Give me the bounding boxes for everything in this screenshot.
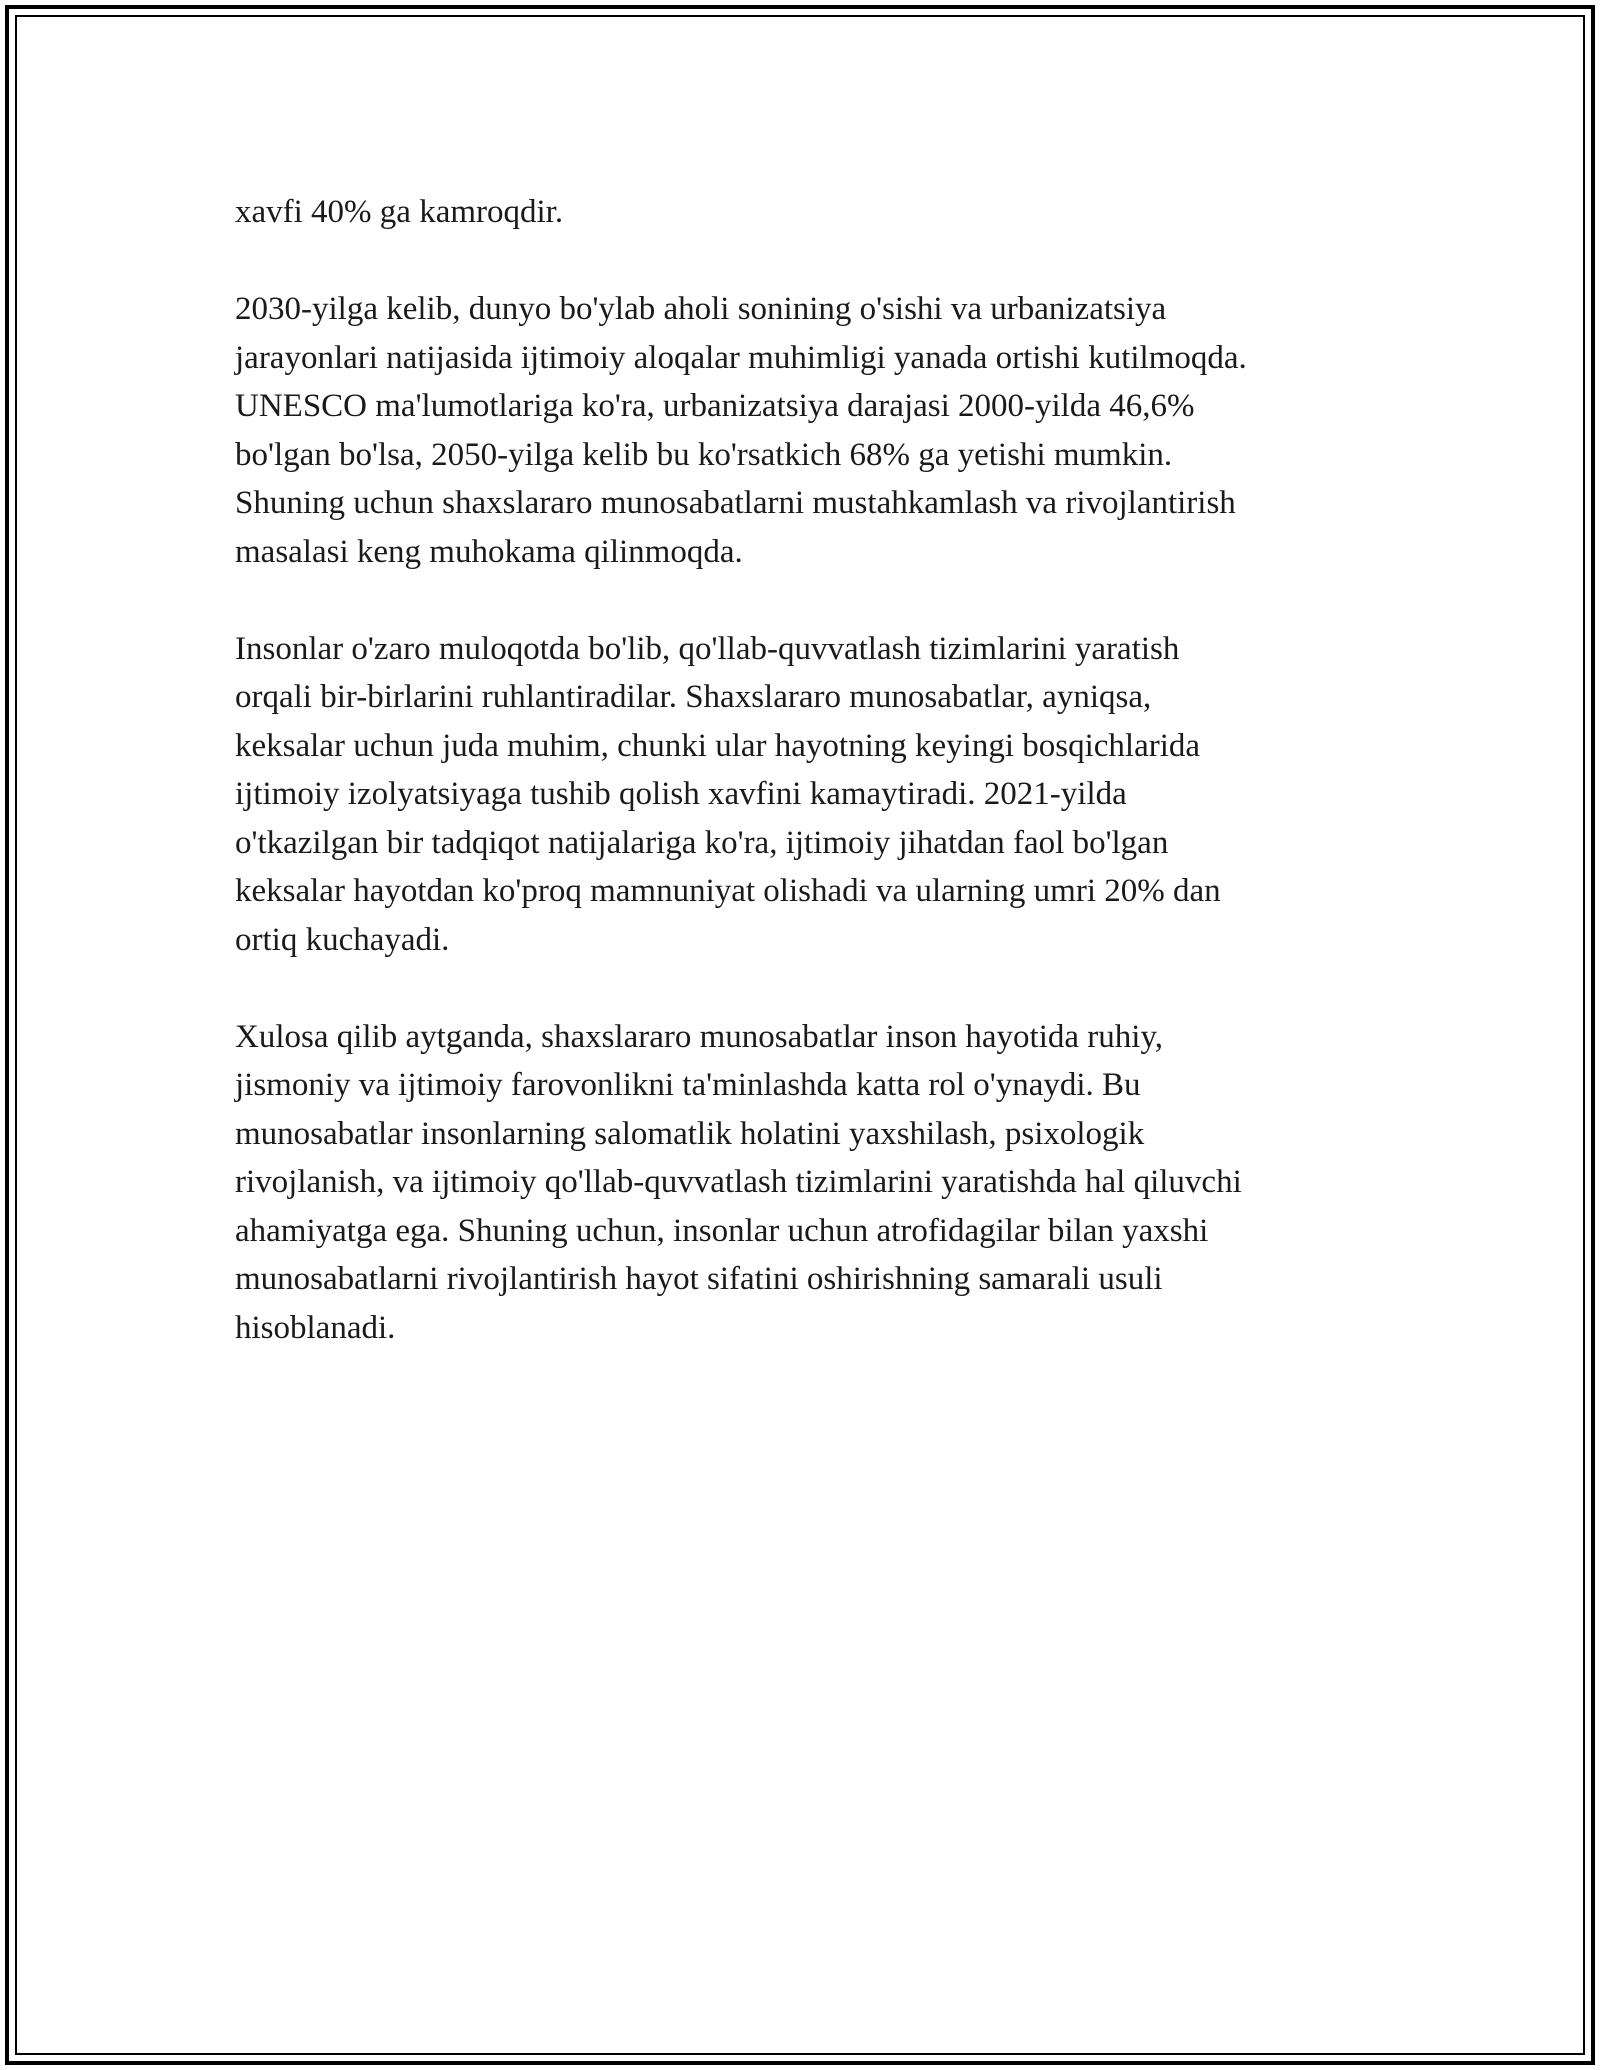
paragraph-3 <box>235 625 1375 965</box>
text-line: masalasi keng muhokama qilinmoqda. <box>235 533 743 570</box>
paragraph-2 <box>235 285 1375 576</box>
text-line: orqali bir-birlarini ruhlantiradilar. Shaxslararo munosabatlar, ayniqsa, <box>235 679 1152 715</box>
text-line: jismoniy va ijtimoiy farovonlikni ta'minlashda katta rol o'ynaydi. Bu <box>235 1067 1141 1103</box>
paragraph-4 <box>235 1013 1375 1353</box>
text-line: ortiq kuchayadi. <box>235 921 450 958</box>
text-line: munosabatlar insonlarning salomatlik holatini yaxshilash, psixologik <box>235 1115 1145 1152</box>
paragraph-1 <box>235 188 1375 237</box>
text-line: hisoblanadi. <box>235 1309 396 1346</box>
text-line: xavfi 40% ga kamroqdir. <box>235 194 564 230</box>
text-line: UNESCO ma'lumotlariga ko'ra, urbanizatsiya darajasi 2000-yilda 46,6% <box>235 388 1195 424</box>
text-line: munosabatlarni rivojlantirish hayot sifatini oshirishning samarali usuli <box>235 1261 1163 1297</box>
text-line: ahamiyatga ega. Shuning uchun, insonlar uchun atrofidagilar bilan yaxshi <box>235 1212 1209 1249</box>
text-line: Shuning uchun shaxslararo munosabatlarni mustahkamlash va rivojlantirish <box>235 485 1236 521</box>
document-body <box>235 188 1375 1401</box>
text-line: keksalar uchun juda muhim, chunki ular hayotning keyingi bosqichlarida <box>235 727 1201 764</box>
text-line: jarayonlari natijasida ijtimoiy aloqalar muhimligi yanada ortishi kutilmoqda. <box>235 339 1247 376</box>
text-line: o'tkazilgan bir tadqiqot natijalariga ko'ra, ijtimoiy jihatdan faol bo'lgan <box>235 824 1169 861</box>
text-line: bo'lgan bo'lsa, 2050-yilga kelib bu ko'rsatkich 68% ga yetishi mumkin. <box>235 436 1173 473</box>
text-line: Insonlar o'zaro muloqotda bo'lib, qo'llab-quvvatlash tizimlarini yaratish <box>235 630 1180 667</box>
text-line: rivojlanish, va ijtimoiy qo'llab-quvvatlash tizimlarini yaratishda hal qiluvchi <box>235 1164 1242 1200</box>
text-line: 2030-yilga kelib, dunyo bo'ylab aholi sonining o'sishi va urbanizatsiya <box>235 291 1167 327</box>
text-line: ijtimoiy izolyatsiyaga tushib qolish xavfini kamaytiradi. 2021-yilda <box>235 776 1127 812</box>
text-line: Xulosa qilib aytganda, shaxslararo munosabatlar inson hayotida ruhiy, <box>235 1018 1164 1055</box>
text-line: keksalar hayotdan ko'proq mamnuniyat olishadi va ularning umri 20% dan <box>235 873 1221 909</box>
